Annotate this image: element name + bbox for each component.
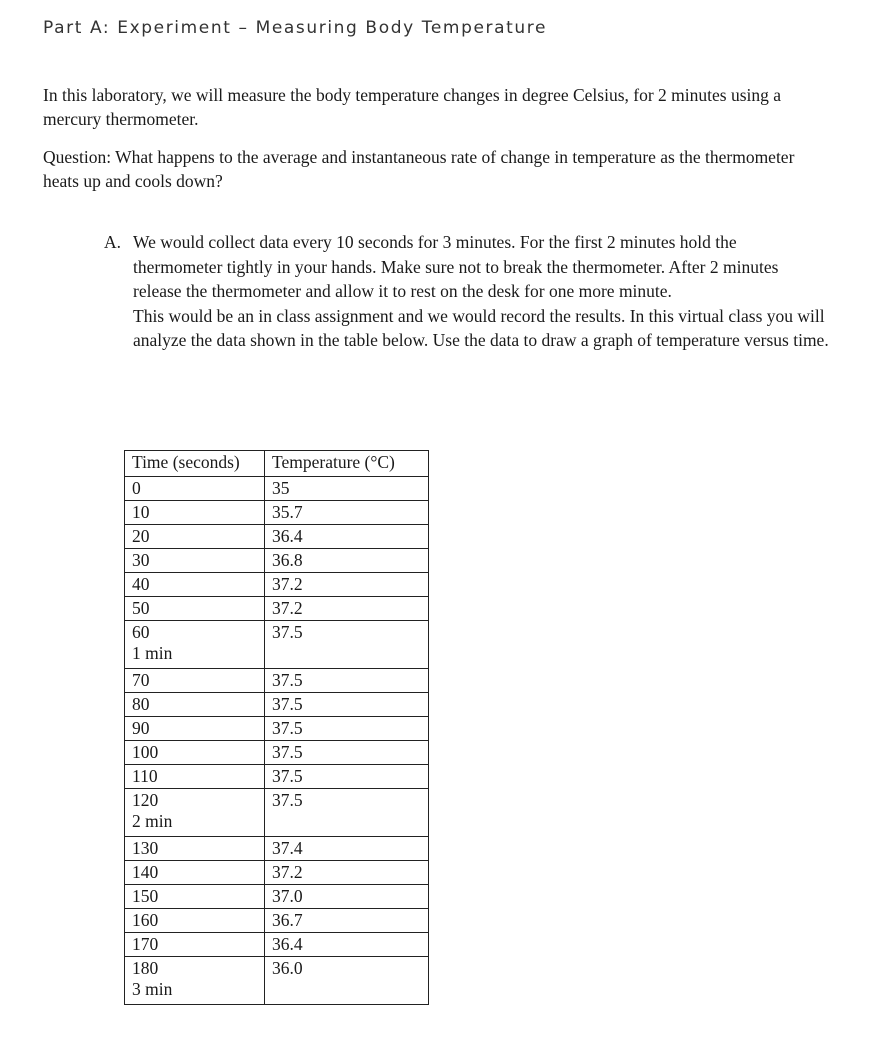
temperature-table (124, 450, 429, 1005)
time-cell (125, 477, 265, 501)
temperature-cell: 36.7 (265, 909, 429, 933)
table-row (125, 957, 429, 1005)
time-value: 70 (132, 670, 150, 690)
time-cell (125, 549, 265, 573)
temperature-cell: 37.5 (265, 741, 429, 765)
section-a-paragraph-1: We would collect data every 10 seconds for 3 minutes. For the first 2 minutes hold the thermometer tightly in your hands. Make sure not to break the thermometer. After 2 minutes release the thermometer and allow it to rest on the desk for one more minute. (133, 232, 779, 301)
time-cell (125, 501, 265, 525)
table-row (125, 765, 429, 789)
time-cell (125, 693, 265, 717)
table-row (125, 669, 429, 693)
temperature-cell: 37.5 (265, 789, 429, 837)
temperature-cell: 37.5 (265, 765, 429, 789)
table-row (125, 693, 429, 717)
minute-label: 1 min (132, 643, 173, 663)
minute-label: 3 min (132, 979, 173, 999)
page-title (43, 18, 547, 38)
header-time: Time (seconds) (125, 451, 265, 477)
header-temperature: Temperature (°C) (265, 451, 429, 477)
temperature-cell: 37.4 (265, 837, 429, 861)
temperature-cell: 37.5 (265, 693, 429, 717)
table-row (125, 885, 429, 909)
time-cell (125, 597, 265, 621)
table-row (125, 477, 429, 501)
table-row (125, 789, 429, 837)
table-row (125, 549, 429, 573)
time-value: 180 (132, 958, 159, 978)
table-header-row (125, 451, 429, 477)
title-part: Part A: (43, 18, 111, 38)
question-paragraph: Question: What happens to the average and instantaneous rate of change in temperature as the thermometer heats up and cools down? (43, 147, 795, 191)
table-row (125, 573, 429, 597)
table-row (125, 837, 429, 861)
temperature-cell: 37.2 (265, 597, 429, 621)
temperature-cell: 37.0 (265, 885, 429, 909)
list-marker: A. (104, 232, 122, 252)
table-row (125, 717, 429, 741)
temperature-cell: 36.8 (265, 549, 429, 573)
time-cell (125, 837, 265, 861)
time-value: 40 (132, 574, 150, 594)
time-cell (125, 717, 265, 741)
time-value: 30 (132, 550, 150, 570)
time-value: 120 (132, 790, 159, 810)
temperature-cell: 37.5 (265, 621, 429, 669)
time-cell (125, 621, 265, 669)
table-row (125, 909, 429, 933)
section-a (104, 230, 829, 353)
time-cell (125, 909, 265, 933)
time-cell (125, 669, 265, 693)
table-row (125, 621, 429, 669)
table-row (125, 597, 429, 621)
intro-paragraph: In this laboratory, we will measure the body temperature changes in degree Celsius, for 2 minutes using a mercury thermometer. (43, 85, 782, 129)
section-a-paragraph-2: This would be an in class assignment and we would record the results. In this virtual class you will analyze the data shown in the table below. Use the data to draw a graph of temperature versus time. (133, 305, 829, 350)
time-value: 110 (132, 766, 158, 786)
temperature-cell: 37.2 (265, 573, 429, 597)
time-value: 140 (132, 862, 159, 882)
time-cell (125, 885, 265, 909)
time-value: 0 (132, 478, 141, 498)
time-value: 170 (132, 934, 159, 954)
time-cell (125, 741, 265, 765)
time-value: 80 (132, 694, 150, 714)
temperature-cell: 36.4 (265, 933, 429, 957)
time-cell (125, 765, 265, 789)
table-row (125, 861, 429, 885)
time-cell (125, 861, 265, 885)
time-value: 160 (132, 910, 159, 930)
temperature-cell: 37.2 (265, 861, 429, 885)
table-row (125, 501, 429, 525)
time-value: 60 (132, 622, 150, 642)
time-value: 100 (132, 742, 159, 762)
time-cell (125, 525, 265, 549)
table-body (125, 477, 429, 1005)
time-value: 50 (132, 598, 150, 618)
time-cell (125, 789, 265, 837)
minute-label: 2 min (132, 811, 173, 831)
time-cell (125, 957, 265, 1005)
time-value: 10 (132, 502, 150, 522)
temperature-cell: 35 (265, 477, 429, 501)
time-value: 90 (132, 718, 150, 738)
time-value: 150 (132, 886, 159, 906)
time-value: 20 (132, 526, 150, 546)
table-row (125, 525, 429, 549)
temperature-cell: 36.0 (265, 957, 429, 1005)
time-value: 130 (132, 838, 159, 858)
temperature-cell: 35.7 (265, 501, 429, 525)
temperature-cell: 37.5 (265, 669, 429, 693)
temperature-cell: 36.4 (265, 525, 429, 549)
temperature-cell: 37.5 (265, 717, 429, 741)
time-cell (125, 933, 265, 957)
title-text: Experiment – Measuring Body Temperature (117, 18, 548, 38)
table-row (125, 741, 429, 765)
table-row (125, 933, 429, 957)
time-cell (125, 573, 265, 597)
